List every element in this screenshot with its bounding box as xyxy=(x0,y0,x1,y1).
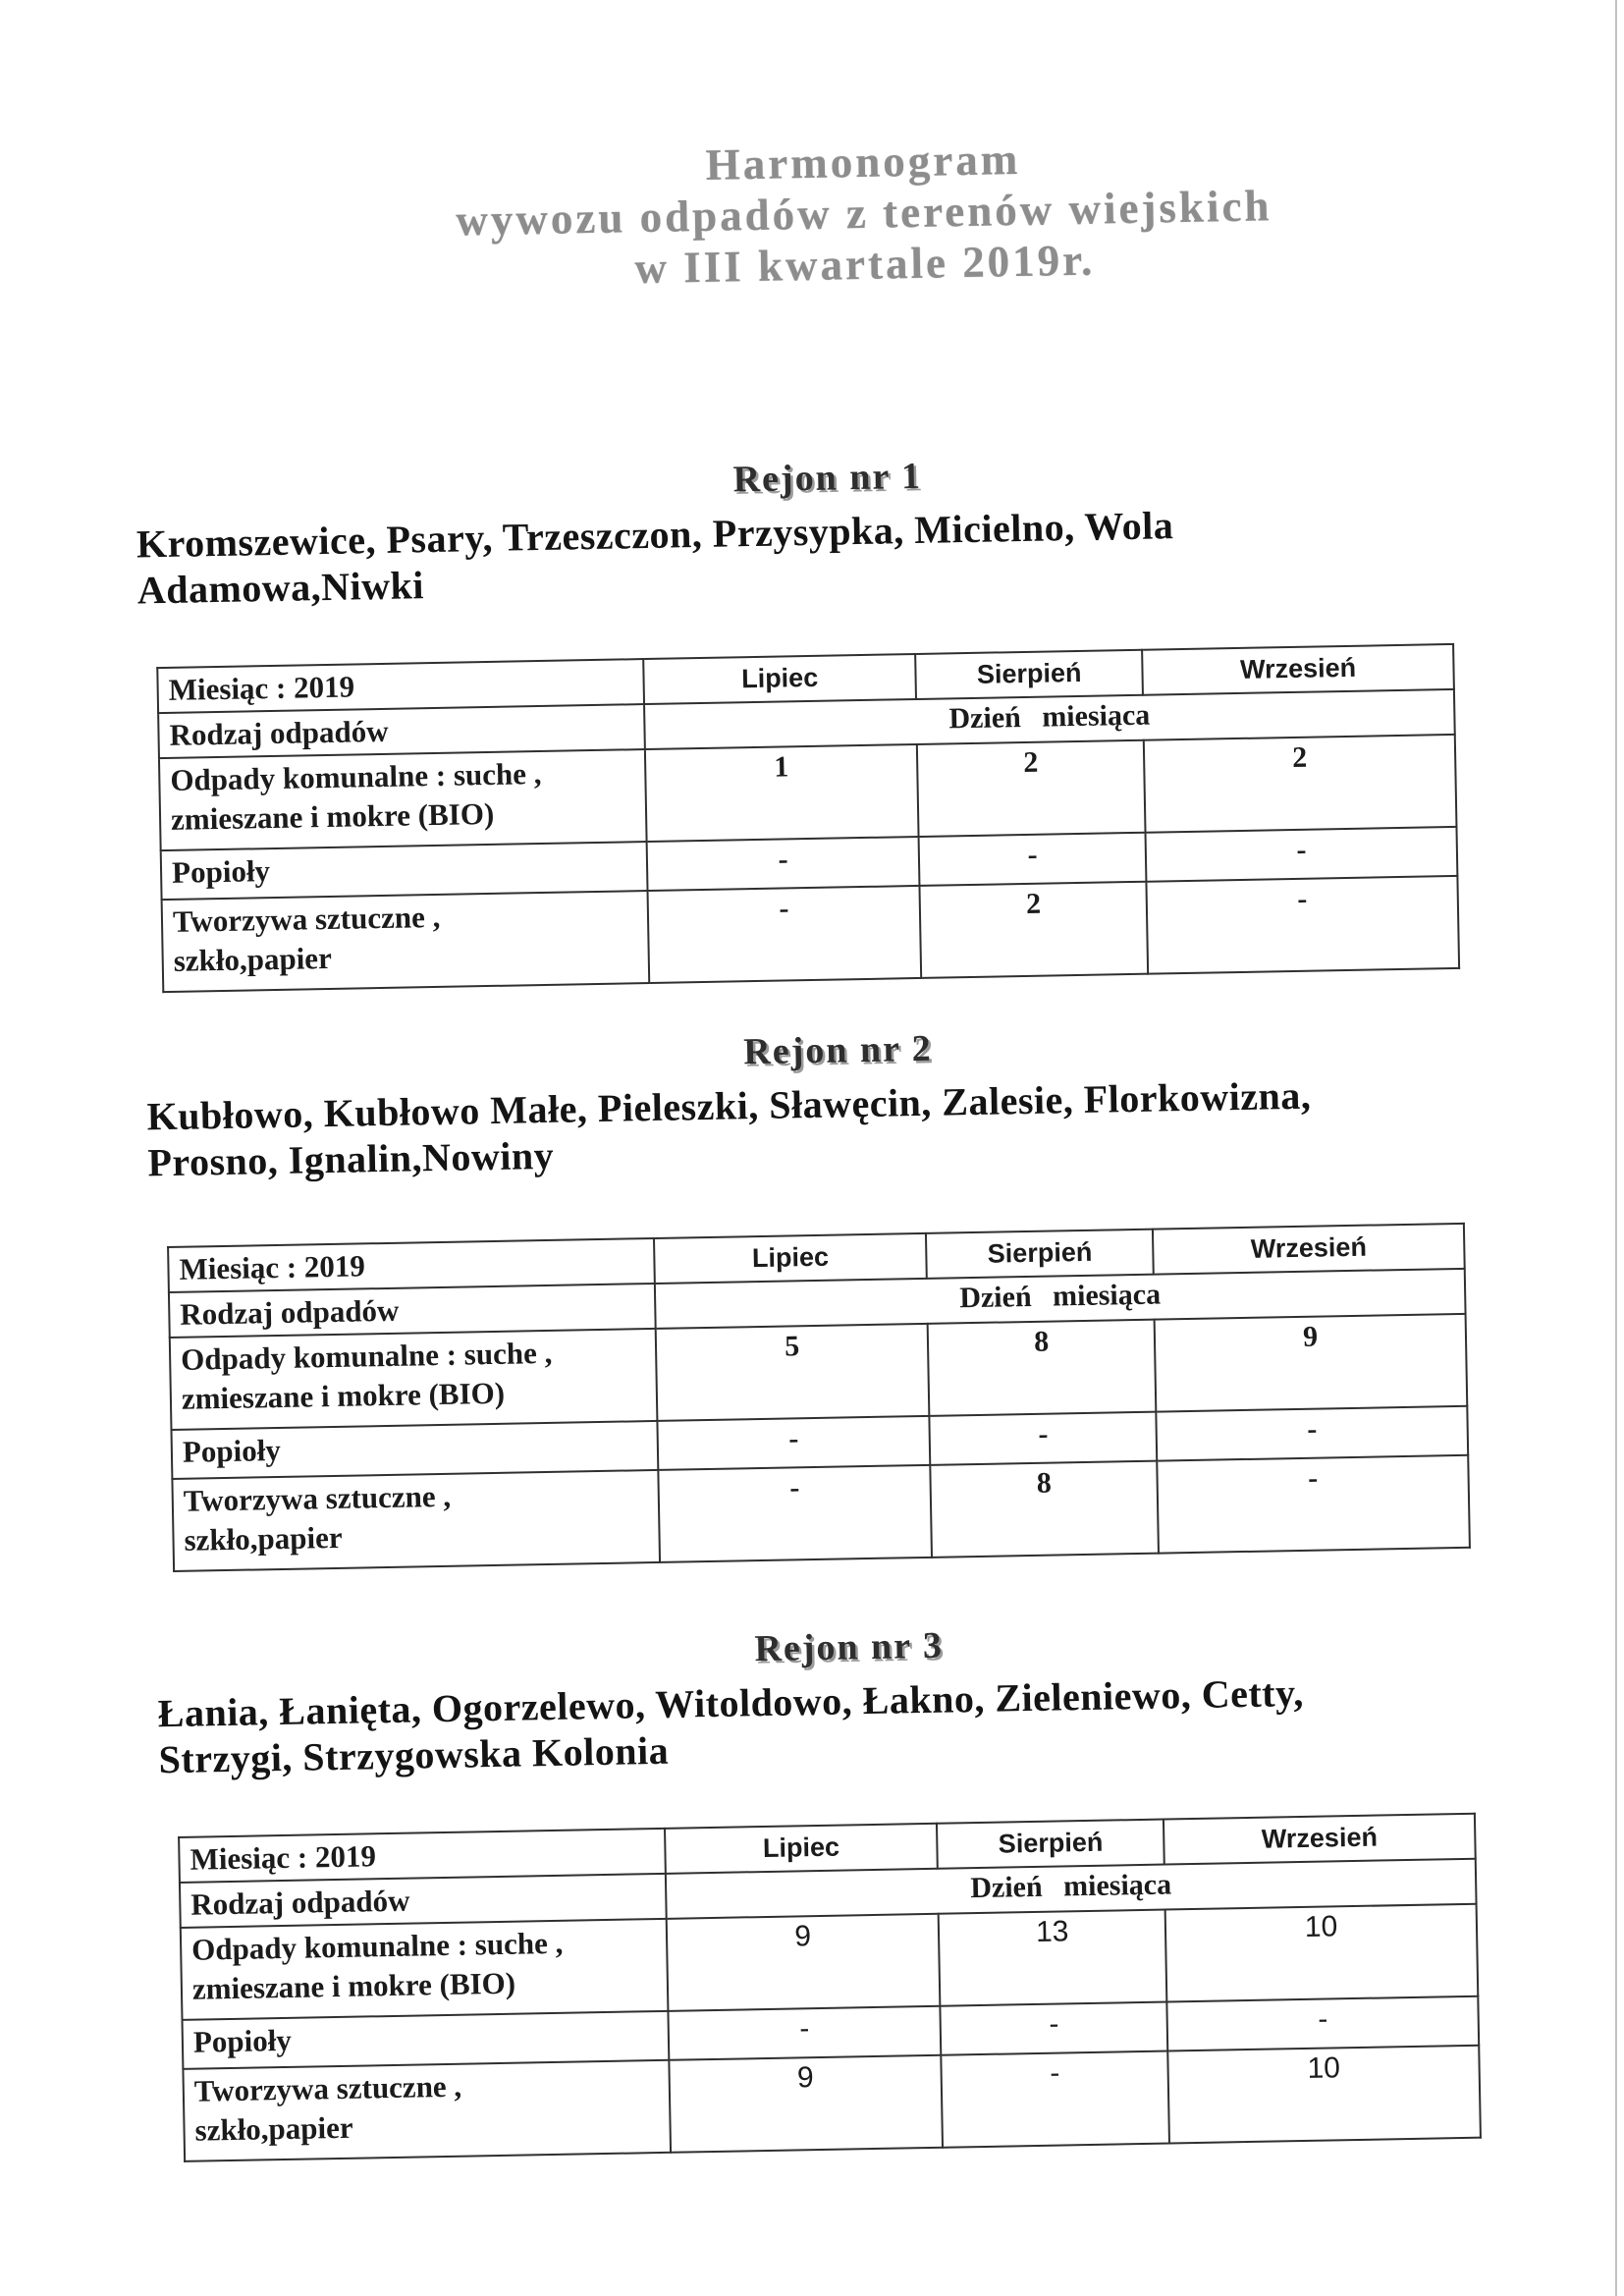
month-cell-lipiec: Lipiec xyxy=(643,654,916,704)
villages-line: Łania, Łanięta, Ogorzelewo, Witoldowo, Łakno, Zieleniewo, Cetty, xyxy=(157,1669,1305,1736)
value-cell: - xyxy=(1146,827,1458,882)
villages-line: Kromszewice, Psary, Trzeszczon, Przysypka, Micielno, Wola xyxy=(135,503,1174,567)
month-row-label: Miesiąc : 2019 xyxy=(157,659,644,713)
label-line: zmieszane i mokre (BIO) xyxy=(191,1965,516,2006)
value-cell: 1 xyxy=(645,744,919,842)
label-line: Odpady komunalne : suche , xyxy=(170,755,542,797)
value-cell: 2 xyxy=(917,740,1146,837)
label-line: szkło,papier xyxy=(184,1519,343,1558)
value-cell: - xyxy=(1147,876,1459,974)
region-1-villages xyxy=(136,496,1483,613)
value-cell: 8 xyxy=(930,1461,1159,1558)
label-line: zmieszane i mokre (BIO) xyxy=(170,795,495,837)
villages-line: Prosno, Ignalin,Nowiny xyxy=(147,1132,555,1185)
waste-row-label xyxy=(159,749,647,850)
title-line-2: wywozu odpadów z terenów wiejskich xyxy=(455,181,1272,246)
region-1-schedule-table xyxy=(156,643,1460,993)
waste-row-label xyxy=(181,1919,669,2020)
scan-edge-artifact xyxy=(1615,0,1617,2296)
waste-row-label xyxy=(162,891,650,992)
value-cell: 8 xyxy=(928,1320,1157,1416)
value-cell: 10 xyxy=(1165,1904,1478,2002)
region-2-heading: Rejon nr 2 xyxy=(742,1027,934,1073)
value-cell: - xyxy=(668,2006,941,2060)
waste-kind-label: Rodzaj odpadów xyxy=(169,1284,656,1338)
value-cell: 9 xyxy=(667,1914,941,2011)
month-cell-wrzesien: Wrzesień xyxy=(1164,1814,1476,1865)
value-cell: - xyxy=(941,2002,1168,2055)
value-cell: - xyxy=(647,837,920,891)
value-cell: 2 xyxy=(920,882,1149,978)
value-cell: 10 xyxy=(1167,2046,1480,2144)
label-line: Tworzywa sztuczne , xyxy=(172,899,441,939)
waste-row-label: Popioły xyxy=(171,1421,658,1479)
value-cell: 13 xyxy=(939,1910,1167,2006)
waste-row-label xyxy=(183,2060,671,2161)
value-cell: - xyxy=(648,886,922,983)
day-of-month-cell: Dzień miesiąca xyxy=(655,1269,1466,1329)
waste-row-label xyxy=(170,1329,658,1430)
value-cell: - xyxy=(930,1412,1158,1465)
label-line: szkło,papier xyxy=(173,940,333,978)
value-cell: - xyxy=(1167,1996,1480,2051)
region-3-heading: Rejon nr 3 xyxy=(754,1624,945,1670)
waste-kind-label: Rodzaj odpadów xyxy=(158,704,645,758)
month-row-label: Miesiąc : 2019 xyxy=(168,1238,655,1292)
title-line-1: Harmonogram xyxy=(705,134,1021,190)
month-cell-sierpien: Sierpień xyxy=(915,650,1143,699)
region-2-villages xyxy=(146,1068,1492,1185)
month-row-label: Miesiąc : 2019 xyxy=(179,1829,666,1883)
month-cell-sierpien: Sierpień xyxy=(926,1230,1154,1279)
value-cell: - xyxy=(1157,1455,1469,1554)
value-cell: 9 xyxy=(669,2055,943,2153)
label-line: Odpady komunalne : suche , xyxy=(190,1925,564,1967)
villages-line: Adamowa,Niwki xyxy=(136,563,425,613)
label-line: szkło,papier xyxy=(194,2109,353,2148)
value-cell: - xyxy=(658,1465,932,1562)
waste-row-label: Popioły xyxy=(183,2011,670,2069)
label-line: Tworzywa sztuczne , xyxy=(183,1478,452,1518)
month-cell-lipiec: Lipiec xyxy=(665,1824,938,1874)
month-cell-wrzesien: Wrzesień xyxy=(1153,1224,1465,1275)
region-2-schedule-table xyxy=(167,1223,1471,1572)
region-1-heading: Rejon nr 1 xyxy=(732,455,923,501)
month-cell-wrzesien: Wrzesień xyxy=(1142,644,1454,695)
day-of-month-cell: Dzień miesiąca xyxy=(644,689,1455,749)
label-line: Tworzywa sztuczne , xyxy=(193,2068,462,2108)
waste-row-label: Popioły xyxy=(161,842,648,900)
waste-kind-label: Rodzaj odpadów xyxy=(180,1874,667,1928)
day-of-month-cell: Dzień miesiąca xyxy=(666,1859,1477,1919)
value-cell: - xyxy=(941,2051,1169,2148)
value-cell: - xyxy=(919,833,1147,886)
villages-line: Strzygi, Strzygowska Kolonia xyxy=(158,1727,670,1782)
value-cell: 9 xyxy=(1155,1314,1467,1412)
month-cell-sierpien: Sierpień xyxy=(937,1820,1164,1869)
value-cell: - xyxy=(657,1416,930,1470)
value-cell: 5 xyxy=(656,1324,930,1421)
waste-row-label xyxy=(172,1470,660,1571)
value-cell: 2 xyxy=(1144,735,1456,833)
region-3-villages xyxy=(157,1666,1503,1782)
title-line-3: w III kwartale 2019r. xyxy=(634,235,1096,294)
month-cell-lipiec: Lipiec xyxy=(654,1233,927,1284)
document-title xyxy=(51,122,1624,304)
villages-line: Kubłowo, Kubłowo Małe, Pieleszki, Sławęcin, Zalesie, Florkowizna, xyxy=(146,1072,1312,1139)
label-line: Odpady komunalne : suche , xyxy=(180,1335,553,1377)
region-3-schedule-table xyxy=(178,1813,1482,2162)
value-cell: - xyxy=(1157,1406,1469,1461)
label-line: zmieszane i mokre (BIO) xyxy=(181,1375,506,1416)
